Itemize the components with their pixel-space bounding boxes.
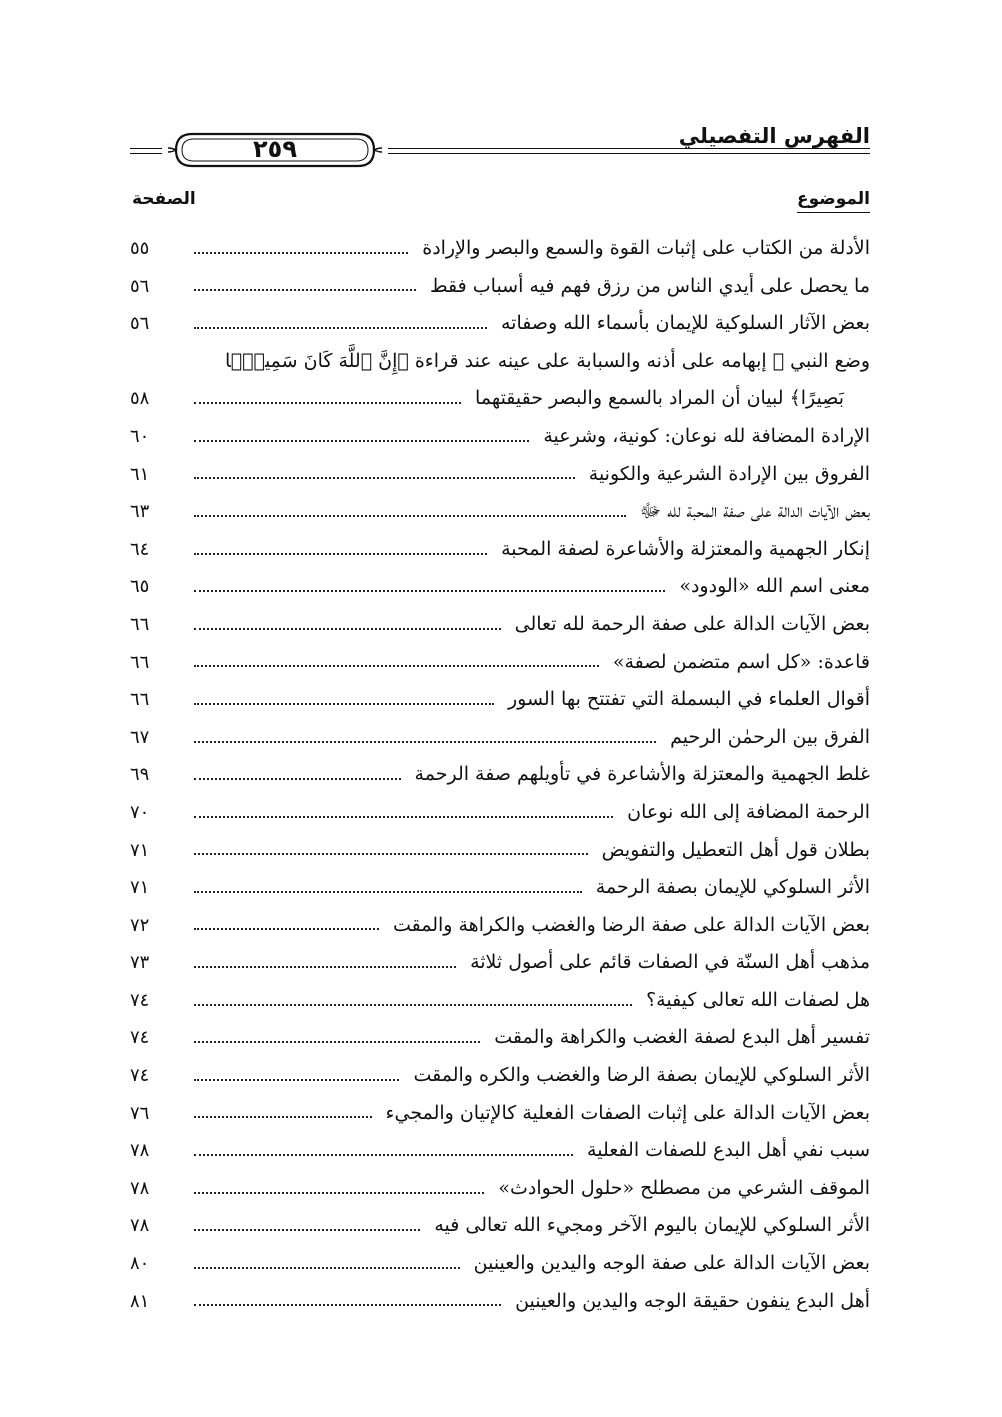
dot-leader: [194, 1077, 399, 1081]
index-entry: [130, 568, 870, 606]
index-entry: [130, 794, 870, 832]
dot-leader: [194, 663, 599, 667]
entry-page-number: ٧١: [130, 877, 150, 899]
dot-leader: [194, 739, 656, 743]
index-entry: [130, 456, 870, 494]
index-entry: [130, 907, 870, 945]
entry-topic: الأثر السلوكي للإيمان بصفة الرضا والغضب والكره والمقت: [413, 1064, 870, 1087]
dot-leader: [194, 400, 461, 404]
index-entry: [130, 944, 870, 982]
page-number: ٢٥٩: [253, 135, 297, 163]
dot-leader: [194, 964, 456, 968]
index-entry: [130, 531, 870, 569]
entry-page-number: ٦١: [130, 463, 150, 485]
dot-leader: [194, 1039, 480, 1043]
index-entry: [130, 644, 870, 682]
index-entry-first-line: [130, 343, 870, 381]
entry-page-number: ٧٠: [130, 801, 150, 823]
index-entry: [130, 1283, 870, 1321]
index-entry-continuation: [130, 380, 870, 418]
index-entry: [130, 305, 870, 343]
dot-leader: [194, 1114, 372, 1118]
header-rule: [130, 153, 162, 154]
entry-topic: معنى اسم الله «الودود»: [679, 575, 870, 598]
entry-topic: بعض الآيات الدالة على صفة الوجه واليدين والعينين: [473, 1252, 870, 1275]
dot-leader: [194, 926, 379, 930]
dot-leader: [194, 889, 582, 893]
entry-page-number: ٦٩: [130, 764, 150, 786]
entry-topic: الإرادة المضافة لله نوعان: كونية، وشرعية: [543, 424, 870, 447]
entry-topic: الفرق بين الرحمٰن الرحيم: [670, 725, 870, 748]
dot-leader: [194, 851, 588, 855]
topic-column-heading: الموضوع: [797, 187, 870, 213]
entry-page-number: ٦٠: [130, 425, 150, 447]
entry-page-number: ٦٥: [130, 576, 150, 598]
dot-leader: [194, 1002, 632, 1006]
entry-page-number: ٧١: [130, 839, 150, 861]
running-header: [130, 118, 870, 168]
index-entry: [130, 606, 870, 644]
index-entry: [130, 982, 870, 1020]
index-entry: [130, 719, 870, 757]
entry-page-number: ٧٤: [130, 989, 150, 1011]
dot-leader: [194, 287, 416, 291]
dot-leader: [194, 1265, 460, 1269]
entry-page-number: ٦٣: [130, 501, 150, 523]
entry-topic: الفروق بين الإرادة الشرعية والكونية: [588, 462, 870, 485]
entry-topic: بطلان قول أهل التعطيل والتفويض: [601, 838, 870, 861]
header-rule: [388, 148, 870, 149]
index-entry: [130, 1095, 870, 1133]
running-title: الفهرس التفصيلي: [678, 124, 870, 148]
dot-leader: [194, 776, 401, 780]
index-entry: [130, 268, 870, 306]
entry-page-number: ٦٧: [130, 726, 150, 748]
entry-topic: مذهب أهل السنّة في الصفات قائم على أصول ثلاثة: [470, 951, 870, 974]
entry-page-number: ٨١: [130, 1290, 150, 1312]
index-entry: [130, 1019, 870, 1057]
entry-topic: بعض الآثار السلوكية للإيمان بأسماء الله وصفاته: [501, 312, 870, 335]
dot-leader: [194, 551, 487, 555]
index-entry: [130, 493, 870, 531]
entry-topic: بعض الآيات الدالة على إثبات الصفات الفعلية كالإتيان والمجيء: [385, 1101, 870, 1124]
entry-topic: بعض الآيات الدالة على صفة المحبة لله ﷻ: [639, 500, 870, 523]
index-entry: [130, 832, 870, 870]
entry-topic: إنكار الجهمية والمعتزلة والأشاعرة لصفة المحبة: [501, 537, 870, 560]
dot-leader: [194, 513, 626, 517]
entry-page-number: ٧٤: [130, 1027, 150, 1049]
dot-leader: [194, 438, 529, 442]
entry-topic: الأدلة من الكتاب على إثبات القوة والسمع والبصر والإرادة: [422, 237, 870, 259]
entry-topic: وضع النبي ﷺ إبهامه على أذنه والسبابة على عينه عند قراءة ﴿إِنَّ ٱللَّهَ كَانَ سَمِيعًۢا: [224, 349, 870, 372]
entry-page-number: ٥٦: [130, 275, 150, 297]
index-entry: [130, 1057, 870, 1095]
entry-page-number: ٦٦: [130, 613, 150, 635]
entry-page-number: ٧٨: [130, 1140, 150, 1162]
entry-topic: تفسير أهل البدع لصفة الغضب والكراهة والمقت: [494, 1026, 870, 1049]
entry-page-number: ٥٨: [130, 388, 150, 410]
entry-page-number: ٥٦: [130, 313, 150, 335]
index-entry: [130, 1245, 870, 1283]
entry-topic: قاعدة: «كل اسم متضمن لصفة»: [612, 650, 870, 673]
dot-leader: [194, 1302, 501, 1306]
dot-leader: [194, 588, 665, 592]
entry-page-number: ٧٨: [130, 1177, 150, 1199]
dot-leader: [194, 475, 575, 479]
entry-topic: هل لصفات الله تعالى كيفية؟: [646, 988, 870, 1011]
entry-page-number: ٧٦: [130, 1102, 150, 1124]
index-entry: [130, 756, 870, 794]
index-entry: [130, 230, 870, 268]
entry-page-number: ٧٣: [130, 952, 150, 974]
entry-topic: بعض الآيات الدالة على صفة الرضا والغضب والكراهة والمقت: [392, 913, 870, 936]
index-entry: [130, 681, 870, 719]
entry-page-number: ٥٥: [130, 238, 150, 259]
header-rule: [130, 148, 162, 149]
dot-leader: [194, 1227, 420, 1231]
entry-page-number: ٦٦: [130, 689, 150, 711]
page-number-frame: [166, 130, 384, 170]
index-entry: [130, 869, 870, 907]
entry-topic: الموقف الشرعي من مصطلح «حلول الحوادث»: [498, 1176, 870, 1199]
index-entry: [130, 418, 870, 456]
entry-page-number: ٨٠: [130, 1253, 150, 1275]
entry-topic: الأثر السلوكي للإيمان بصفة الرحمة: [595, 876, 870, 899]
entry-page-number: ٧٢: [130, 914, 150, 936]
entry-page-number: ٦٦: [130, 651, 150, 673]
entry-page-number: ٧٨: [130, 1215, 150, 1237]
dot-leader: [194, 325, 487, 329]
index-entry: [130, 1170, 870, 1208]
entry-topic: سبب نفي أهل البدع للصفات الفعلية: [587, 1139, 870, 1162]
index-entries: [130, 230, 870, 1320]
entry-topic: غلط الجهمية والمعتزلة والأشاعرة في تأويلهم صفة الرحمة: [414, 763, 870, 786]
dot-leader: [194, 814, 613, 818]
dot-leader: [194, 250, 408, 254]
entry-page-number: ٧٤: [130, 1065, 150, 1087]
dot-leader: [194, 1190, 484, 1194]
page-column-heading: الصفحة: [132, 189, 196, 209]
entry-topic: أهل البدع ينفون حقيقة الوجه واليدين والعينين: [515, 1289, 870, 1312]
entry-topic: بَصِيرًا﴾ لبيان أن المراد بالسمع والبصر حقيقتهما: [475, 387, 844, 410]
entry-topic: الأثر السلوكي للإيمان باليوم الآخر ومجيء الله تعالى فيه: [434, 1214, 870, 1237]
dot-leader: [194, 701, 494, 705]
entry-topic: بعض الآيات الدالة على صفة الرحمة لله تعالى: [514, 612, 870, 635]
dot-leader: [194, 1152, 573, 1156]
entry-topic: أقوال العلماء في البسملة التي تفتتح بها السور: [507, 688, 870, 711]
entry-page-number: ٦٤: [130, 538, 150, 560]
index-entry: [130, 1207, 870, 1245]
header-rule: [388, 153, 870, 154]
entry-topic: ما يحصل على أيدي الناس من رزق فهم فيه أسباب فقط: [430, 274, 870, 297]
index-entry: [130, 1132, 870, 1170]
entry-topic: الرحمة المضافة إلى الله نوعان: [627, 800, 870, 823]
dot-leader: [194, 626, 501, 630]
